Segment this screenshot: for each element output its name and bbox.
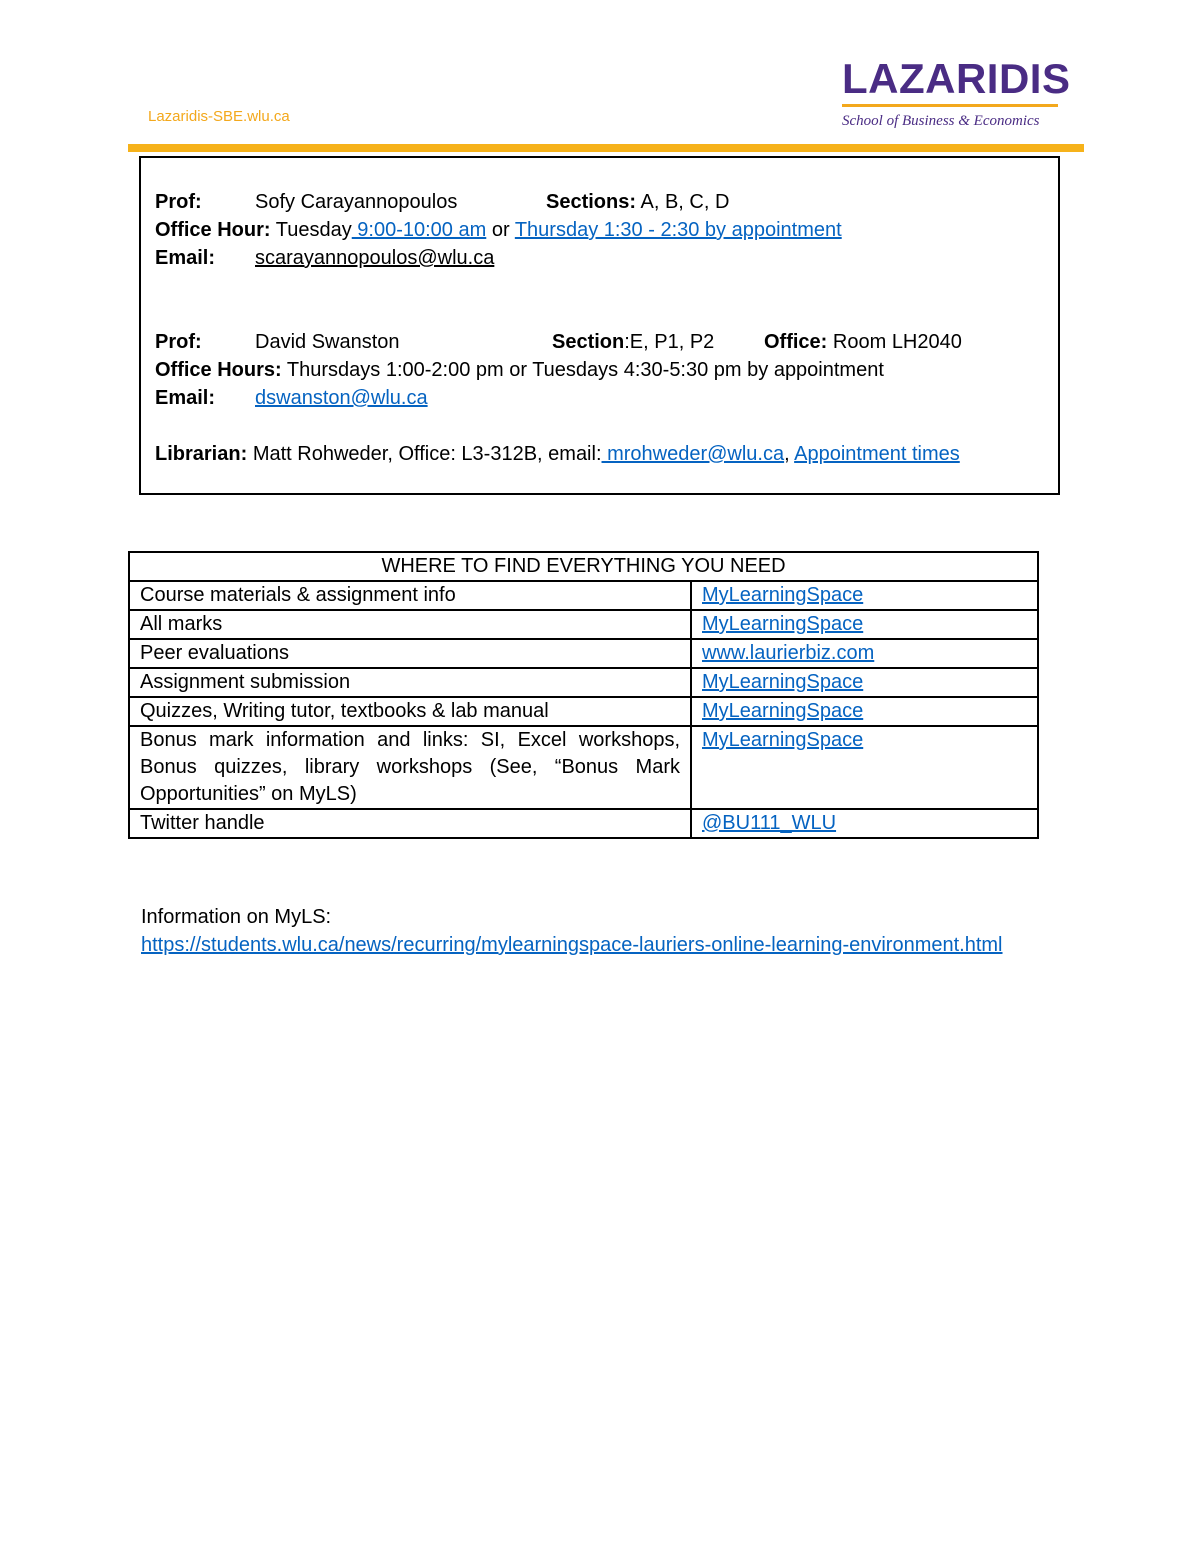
prof1-office-hour-link[interactable]: 9:00-10:00 am: [351, 219, 487, 241]
mylearningspace-link[interactable]: MyLearningSpace: [702, 700, 864, 722]
table-cell-item: Peer evaluations: [129, 639, 691, 668]
prof2-label: Prof:: [155, 331, 202, 353]
prof2-office-hours: Thursdays 1:00-2:00 pm or Tuesdays 4:30-5:30 pm by appointment: [286, 359, 884, 381]
table-row: [129, 726, 1038, 809]
mylearningspace-link[interactable]: MyLearningSpace: [702, 613, 864, 635]
twitter-handle-link[interactable]: @BU111_WLU: [702, 812, 837, 834]
prof1-sections-label: Sections:: [546, 191, 637, 213]
site-url: Lazaridis-SBE.wlu.ca: [148, 108, 290, 125]
prof1-or: or: [491, 219, 510, 241]
table-cell-item: Quizzes, Writing tutor, textbooks & lab manual: [129, 697, 691, 726]
logo-wordmark: LAZARIDIS: [842, 55, 1071, 102]
prof2-office-hours-label: Office Hours:: [155, 359, 282, 381]
table-cell-where: [691, 581, 1038, 610]
prof2-section-label: Section: [552, 331, 625, 353]
prof1-office-hour-line: [155, 218, 842, 242]
prof2-office-label: Office:: [764, 331, 828, 353]
table-row: [129, 697, 1038, 726]
librarian-email-link[interactable]: mrohweder@wlu.ca: [601, 443, 785, 465]
where-to-find-table: [128, 551, 1039, 839]
table-cell-where: [691, 610, 1038, 639]
mylearningspace-link[interactable]: MyLearningSpace: [702, 584, 864, 606]
lazaridis-logo: [842, 55, 1071, 130]
table-cell-where: [691, 726, 1038, 809]
librarian-comma: ,: [784, 443, 790, 465]
table-row: [129, 668, 1038, 697]
logo-rule: [842, 104, 1058, 107]
prof1-office-hour-day: Tuesday: [275, 219, 352, 241]
table-row: [129, 610, 1038, 639]
table-row: [129, 581, 1038, 610]
myls-info: [141, 903, 1081, 959]
prof2-name: David Swanston: [255, 331, 400, 353]
table-cell-where: [691, 809, 1038, 838]
table-header-row: [129, 552, 1038, 581]
table-cell-item: Assignment submission: [129, 668, 691, 697]
prof2-office: Room LH2040: [832, 331, 962, 353]
prof1-sections: A, B, C, D: [640, 191, 730, 213]
table-cell-item: All marks: [129, 610, 691, 639]
table-cell-where: [691, 639, 1038, 668]
prof1-name: Sofy Carayannopoulos: [255, 191, 458, 213]
prof1-office-hour-label: Office Hour:: [155, 219, 271, 241]
table-cell-item: Bonus mark information and links: SI, Excel workshops, Bonus quizzes, library workshops (See, “Bonus Mark Opportunities” on MyLS): [129, 726, 691, 809]
table-cell-item: Twitter handle: [129, 809, 691, 838]
prof2-email-link[interactable]: dswanston@wlu.ca: [255, 387, 428, 409]
table-cell-where: [691, 668, 1038, 697]
table-cell-item: Course materials & assignment info: [129, 581, 691, 610]
prof1-thursday-appointment-link[interactable]: Thursday 1:30 - 2:30 by appointment: [514, 219, 842, 241]
prof2-office-hours-line: [155, 358, 884, 382]
instructor-info-box: [139, 156, 1060, 495]
table-header: WHERE TO FIND EVERYTHING YOU NEED: [129, 552, 1038, 581]
myls-info-url-link[interactable]: https://students.wlu.ca/news/recurring/mylearningspace-lauriers-online-learning-environment.html: [141, 934, 1003, 956]
table-row: [129, 809, 1038, 838]
laurierbiz-link[interactable]: www.laurierbiz.com: [702, 642, 875, 664]
mylearningspace-link[interactable]: MyLearningSpace: [702, 671, 864, 693]
prof1-email-line: [155, 246, 495, 270]
librarian-line: [155, 442, 960, 466]
table-cell-where: [691, 697, 1038, 726]
prof1-label: Prof:: [155, 191, 202, 213]
myls-info-label: Information on MyLS:: [141, 906, 332, 928]
prof1-name-line: [155, 190, 730, 214]
librarian-appointment-link[interactable]: Appointment times: [794, 443, 960, 465]
prof1-email[interactable]: scarayannopoulos@wlu.ca: [255, 247, 495, 269]
mylearningspace-link[interactable]: MyLearningSpace: [702, 729, 864, 751]
table-row: [129, 639, 1038, 668]
logo-subtitle: School of Business & Economics: [842, 113, 1040, 129]
prof2-email-label: Email:: [155, 387, 216, 409]
prof2-name-line: [155, 330, 962, 354]
header-gold-bar: [128, 144, 1084, 152]
prof1-email-label: Email:: [155, 247, 216, 269]
prof2-email-line: [155, 386, 428, 410]
librarian-text: Matt Rohweder, Office: L3-312B, email:: [252, 443, 602, 465]
prof2-section: :E, P1, P2: [624, 331, 715, 353]
librarian-label: Librarian:: [155, 443, 248, 465]
